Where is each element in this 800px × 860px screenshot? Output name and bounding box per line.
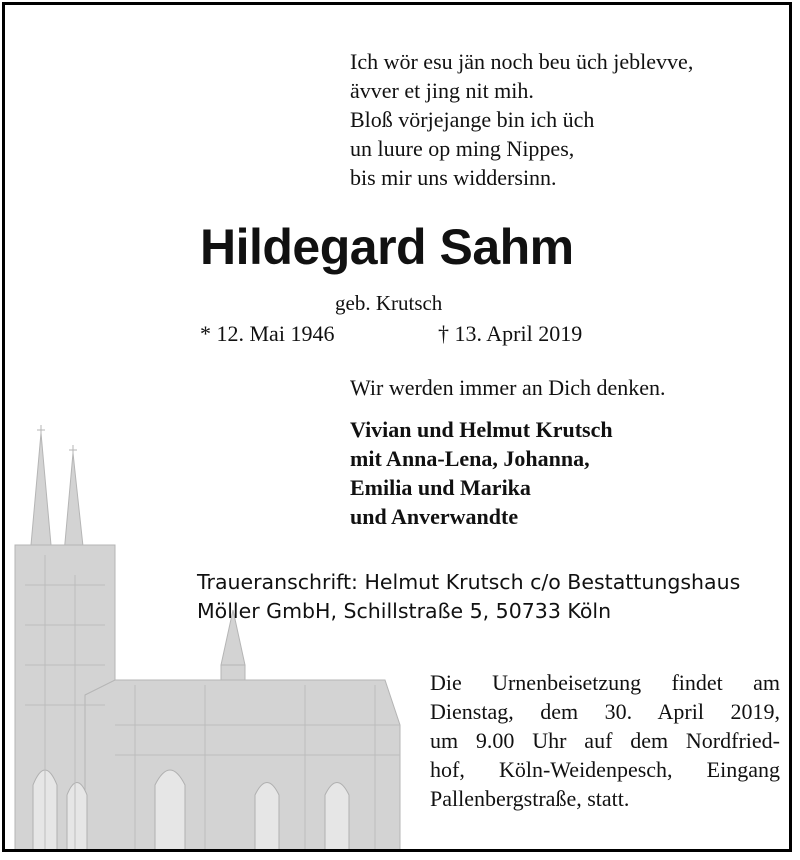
mourners-list	[350, 415, 613, 531]
mourners-line: und Anverwandte	[350, 504, 519, 529]
address-line: Traueranschrift: Helmut Krutsch c/o Bestattungshaus	[197, 570, 741, 594]
death-date: † 13. April 2019	[438, 321, 583, 346]
mourners-line: Emilia und Marika	[350, 475, 531, 500]
born-name: geb. Krutsch	[335, 291, 443, 315]
burial-line: um 9.00 Uhr auf dem Nordfried-	[430, 728, 780, 753]
burial-notice	[430, 668, 780, 813]
poem-line: ävver et jing nit mih.	[350, 78, 534, 103]
cologne-cathedral-icon	[5, 425, 405, 852]
mourners-line: mit Anna-Lena, Johanna,	[350, 446, 590, 471]
mourners-line: Vivian und Helmut Krutsch	[350, 417, 613, 442]
poem-line: Bloß vörjejange bin ich üch	[350, 107, 595, 132]
birth-date: * 12. Mai 1946	[200, 321, 335, 346]
burial-line: Pallenbergstraße, statt.	[430, 786, 630, 811]
obituary-frame	[2, 2, 792, 852]
poem-line: Ich wör esu jän noch beu üch jeblevve,	[350, 49, 694, 74]
burial-line: Die Urnenbeisetzung findet am	[430, 670, 780, 695]
poem	[350, 47, 693, 192]
burial-line: hof, Köln-Weidenpesch, Eingang	[430, 757, 780, 782]
mourning-address	[197, 568, 740, 626]
poem-line: bis mir uns widdersinn.	[350, 165, 557, 190]
closing-line: Wir werden immer an Dich denken.	[350, 375, 666, 400]
address-line: Möller GmbH, Schillstraße 5, 50733 Köln	[197, 599, 612, 623]
deceased-name: Hildegard Sahm	[200, 219, 574, 275]
poem-line: un luure op ming Nippes,	[350, 136, 575, 161]
burial-line: Dienstag, dem 30. April 2019,	[430, 699, 780, 724]
